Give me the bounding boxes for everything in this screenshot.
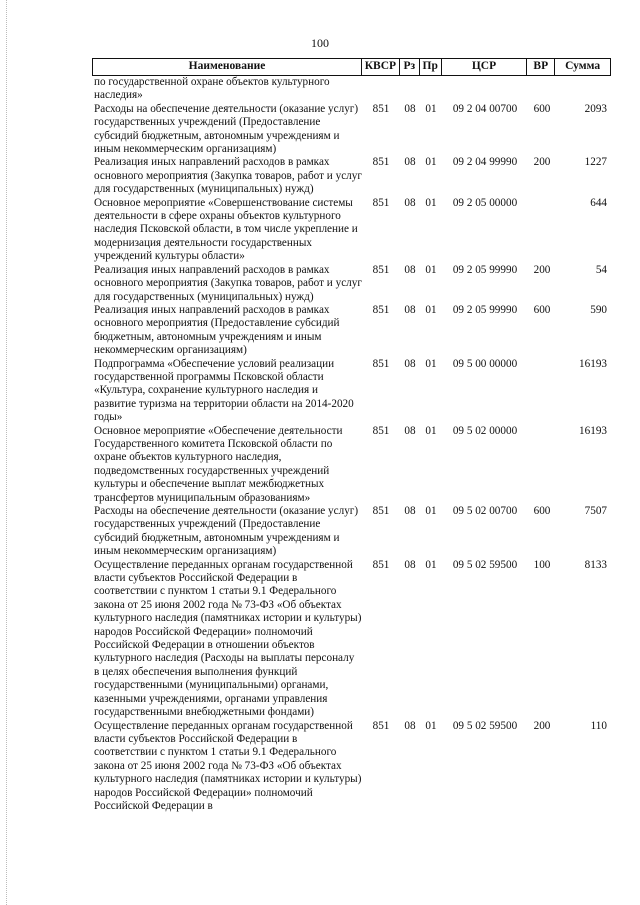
header-kvsr: КВСР xyxy=(362,59,400,75)
budget-table xyxy=(92,58,611,813)
row-sum: 7507 xyxy=(584,505,607,517)
row-rz: 08 xyxy=(404,156,416,169)
row-kvsr: 851 xyxy=(372,102,390,115)
table-row xyxy=(92,425,611,505)
row-kvsr: 851 xyxy=(372,424,390,437)
page-number: 100 xyxy=(311,36,329,50)
row-pr: 01 xyxy=(425,303,437,316)
row-sum: 54 xyxy=(595,263,607,276)
row-rz: 08 xyxy=(404,558,416,571)
row-name: Основное мероприятие «Обеспечение деятельности Государственного комитета Псковской области по охране объектов культурного наследия, подведомственных государственных учреждений культуры и обеспечение выплат межбюджетных трансфертов муниципальным образованиям» xyxy=(94,424,343,504)
row-pr: 01 xyxy=(425,505,437,517)
row-pr: 01 xyxy=(425,196,437,209)
header-name: Наименование xyxy=(93,59,362,75)
row-pr: 01 xyxy=(425,263,437,276)
row-vr: 200 xyxy=(533,156,551,169)
row-vr xyxy=(528,197,556,264)
row-csr: 09 2 05 99990 xyxy=(452,263,518,276)
row-name: Расходы на обеспечение деятельности (оказание услуг) государственных учреждений (Предоставление субсидий бюджетным, автономным учреждениям и иным некоммерческим организациям) xyxy=(94,102,359,156)
row-name: Реализация иных направлений расходов в рамках основного мероприятия (Закупка товаров, работ и услуг для государственных (муниципальных) нужд) xyxy=(94,263,362,303)
table-row xyxy=(92,156,611,196)
row-vr xyxy=(528,425,556,505)
table-row xyxy=(92,358,611,425)
header-vr: ВР xyxy=(527,59,555,75)
row-csr: 09 2 05 99990 xyxy=(452,303,518,316)
row-kvsr: 851 xyxy=(372,719,390,732)
row-rz: 08 xyxy=(404,505,416,517)
scan-edge xyxy=(6,0,8,905)
row-vr: 200 xyxy=(533,263,551,276)
row-name: Осуществление переданных органам государственной власти субъектов Российской Федерации в соответствии с пунктом 1 статьи 9.1 Федерального закона от 25 июня 2002 года № 73-ФЗ «Об объектах культурного наследия (памятниках истории и культуры) народов Российской Федерации» полномочий Российской Федерации в xyxy=(94,719,362,812)
row-sum: 8133 xyxy=(584,558,607,571)
row-csr: 09 5 02 59500 xyxy=(452,558,518,571)
row-rz: 08 xyxy=(404,303,416,316)
row-csr: 09 2 04 00700 xyxy=(452,102,518,115)
header-csr: ЦСР xyxy=(442,59,528,75)
row-kvsr: 851 xyxy=(372,303,390,316)
row-sum: 16193 xyxy=(579,357,607,370)
row-vr: 600 xyxy=(533,102,551,115)
row-rz: 08 xyxy=(404,196,416,209)
header-pr: Пр xyxy=(420,59,442,75)
table-row xyxy=(92,103,611,157)
row-pr: 01 xyxy=(425,357,437,370)
row-kvsr: 851 xyxy=(372,558,390,571)
header-sum: Сумма xyxy=(565,60,601,72)
row-kvsr: 851 xyxy=(372,156,390,169)
row-vr: 600 xyxy=(533,505,551,517)
row-csr: 09 5 00 00000 xyxy=(452,357,518,370)
row-pr: 01 xyxy=(425,558,437,571)
row-csr: 09 5 02 00700 xyxy=(452,505,518,517)
row-rz: 08 xyxy=(404,263,416,276)
table-row xyxy=(92,559,611,720)
row-name: Подпрограмма «Обеспечение условий реализации государственной программы Псковской области «Культура, сохранение культурного наследия и развитие туризма на территории области на 2014-2020 годы» xyxy=(94,357,354,424)
row-kvsr: 851 xyxy=(372,357,390,370)
row-vr: 600 xyxy=(533,303,551,316)
row-kvsr: 851 xyxy=(372,263,390,276)
row-csr: 09 5 02 00000 xyxy=(452,424,518,437)
row-rz: 08 xyxy=(404,424,416,437)
row-rz: 08 xyxy=(404,102,416,115)
header-rz: Рз xyxy=(400,59,420,75)
row-name: Реализация иных направлений расходов в рамках основного мероприятия (Закупка товаров, работ и услуг для государственных (муниципальных) нужд) xyxy=(94,156,362,196)
table-row xyxy=(92,505,611,559)
table-row xyxy=(92,720,611,814)
row-pr: 01 xyxy=(425,424,437,437)
row-kvsr: 851 xyxy=(372,505,390,517)
row-vr xyxy=(528,358,556,425)
row-pr: 01 xyxy=(425,719,437,732)
row-csr: 09 2 04 99990 xyxy=(452,156,518,169)
row-name: Осуществление переданных органам государственной власти субъектов Российской Федерации в соответствии с пунктом 1 статьи 9.1 Федерального закона от 25 июня 2002 года № 73-ФЗ «Об объектах культурного наследия (памятниках истории и культуры) народов Российской Федерации» полномочий Российской Федерации в отношении объектов культурного наследия (Расходы на выплаты персоналу в целях обеспечения выполнения функций государственными (муниципальными) органами, казенными учреждениями, органами управления государственными внебюджетными фондами) xyxy=(94,558,362,719)
row-sum: 644 xyxy=(590,196,607,209)
row-pr: 01 xyxy=(425,156,437,169)
table-row xyxy=(92,304,611,358)
row-sum: 16193 xyxy=(579,424,607,437)
row-rz: 08 xyxy=(404,357,416,370)
row-csr: 09 2 05 00000 xyxy=(452,196,518,209)
row-sum: 590 xyxy=(590,303,607,316)
row-rz: 08 xyxy=(404,719,416,732)
table-row xyxy=(92,264,611,304)
row-name: Основное мероприятие «Совершенствование системы деятельности в сфере охраны объектов культурного наследия Псковской области, в том числе укрепление и модернизация деятельности государственных учреждений культуры области» xyxy=(94,196,358,263)
row-vr: 200 xyxy=(533,719,551,732)
row-kvsr: 851 xyxy=(372,196,390,209)
row-sum: 110 xyxy=(590,719,607,732)
row-sum: 1227 xyxy=(584,156,607,169)
row-pr: 01 xyxy=(425,102,437,115)
row-sum: 2093 xyxy=(584,102,607,115)
row-vr: 100 xyxy=(533,558,551,571)
continuation-text: по государственной охране объектов культурного наследия» xyxy=(94,76,330,102)
row-csr: 09 5 02 59500 xyxy=(452,719,518,732)
row-name: Расходы на обеспечение деятельности (оказание услуг) государственных учреждений (Предоставление субсидий бюджетным, автономным учреждениям и иным некоммерческим организациям) xyxy=(94,505,359,558)
row-name: Реализация иных направлений расходов в рамках основного мероприятия (Предоставление субсидий бюджетным, автономным учреждениям и иным некоммерческим организациям) xyxy=(94,303,340,357)
table-header xyxy=(92,58,611,76)
table-row xyxy=(92,197,611,264)
